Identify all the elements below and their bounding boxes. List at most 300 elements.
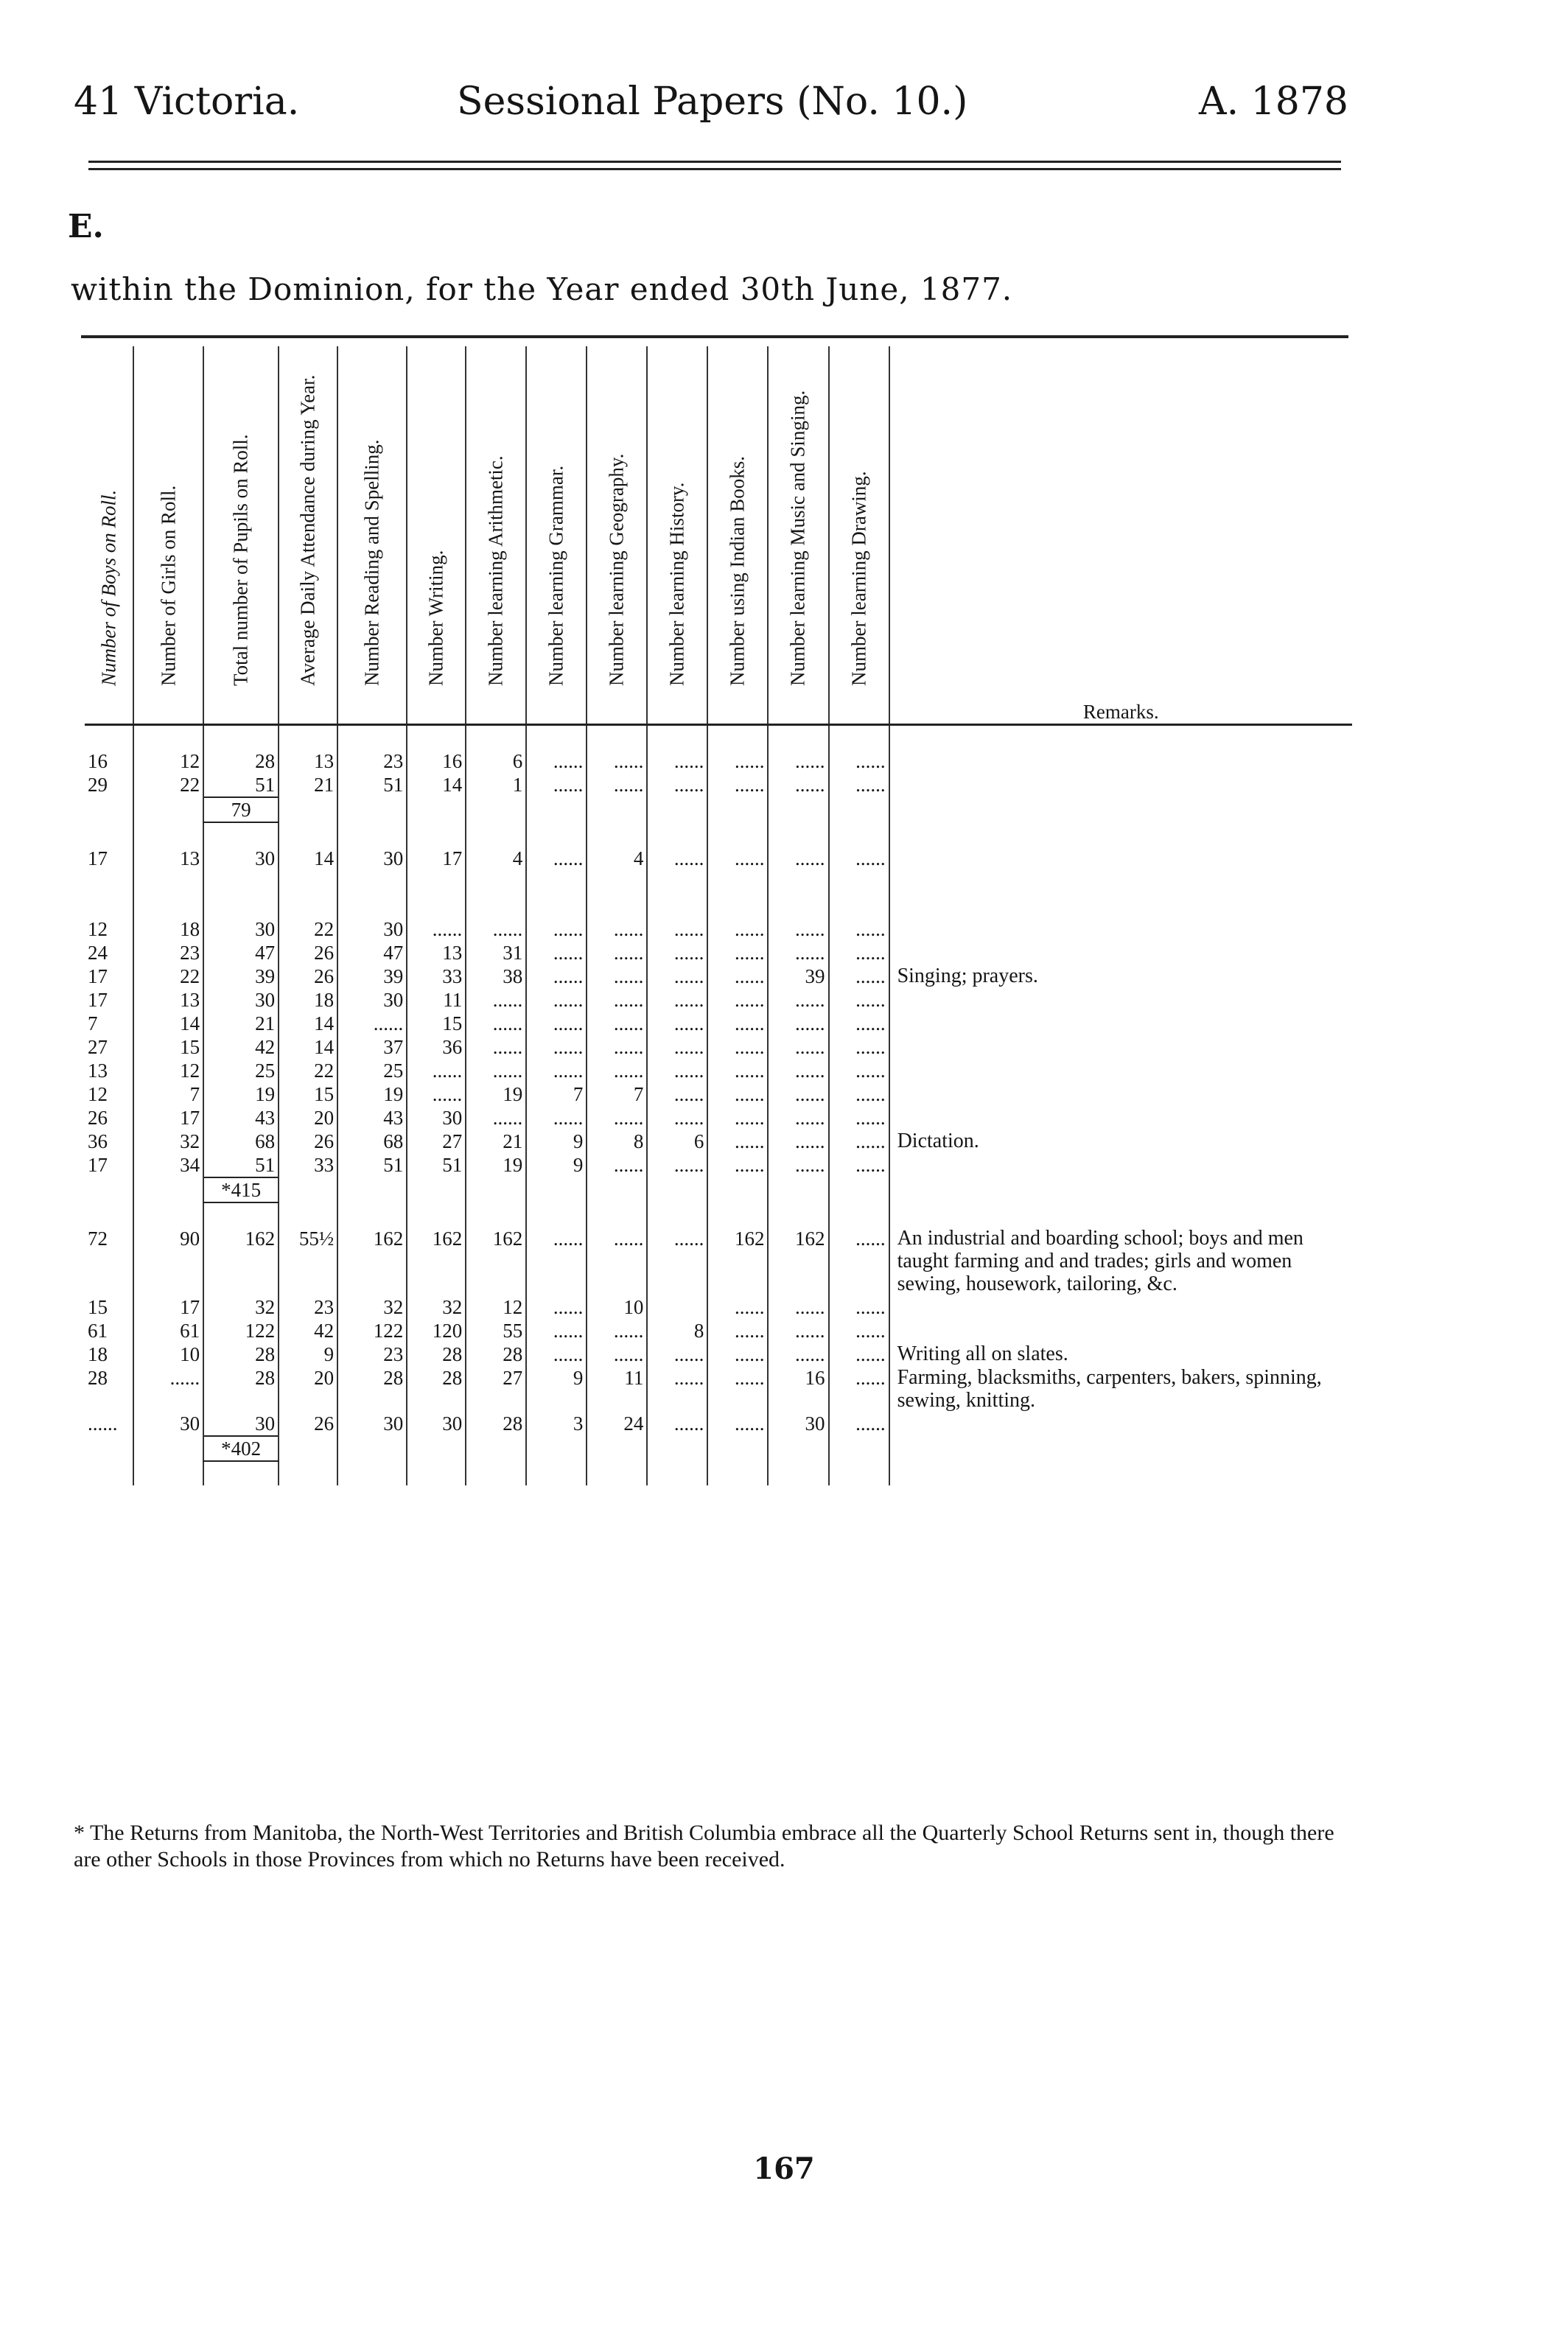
- table-cell: ......: [768, 749, 828, 773]
- empty-cell: [526, 1461, 587, 1485]
- table-cell: ......: [466, 917, 526, 941]
- table-cell: ......: [647, 988, 707, 1012]
- table-cell: 30: [133, 1412, 203, 1436]
- table-cell: ......: [647, 1012, 707, 1035]
- column-header: [707, 346, 768, 725]
- empty-cell: [85, 1177, 133, 1202]
- empty-cell: [889, 797, 1352, 822]
- table-cell: ......: [526, 1319, 587, 1342]
- table-cell: 20: [279, 1106, 337, 1130]
- table-row: [85, 1412, 1352, 1436]
- table-cell: 55½: [279, 1227, 337, 1295]
- table-cell: ......: [707, 847, 768, 870]
- table-cell: 11: [587, 1366, 647, 1412]
- table-cell: 162: [203, 1227, 279, 1295]
- table-cell: 22: [133, 964, 203, 988]
- empty-cell: [133, 870, 203, 894]
- empty-cell: [647, 1461, 707, 1485]
- empty-cell: [85, 822, 133, 847]
- empty-cell: [133, 1436, 203, 1461]
- table-cell: 7: [133, 1082, 203, 1106]
- empty-cell: [337, 1461, 407, 1485]
- table-cell: ......: [707, 1082, 768, 1106]
- table-row: [85, 1106, 1352, 1130]
- spacer-row: [85, 894, 1352, 917]
- empty-cell: [587, 1177, 647, 1202]
- table-cell: ......: [526, 847, 587, 870]
- column-header: [647, 346, 707, 725]
- table-cell: 22: [133, 773, 203, 797]
- table-cell: 30: [407, 1412, 466, 1436]
- table-cell: 28: [337, 1366, 407, 1412]
- remarks-cell: [889, 847, 1352, 870]
- table-cell: 6: [466, 749, 526, 773]
- table-row: [85, 1012, 1352, 1035]
- empty-cell: [466, 725, 526, 750]
- table-cell: 4: [466, 847, 526, 870]
- header-rule-top: [88, 161, 1341, 163]
- table-cell: ......: [768, 1082, 828, 1106]
- column-header: [133, 346, 203, 725]
- table-cell: 32: [203, 1295, 279, 1319]
- header-right: A. 1878: [1199, 80, 1348, 124]
- empty-cell: [279, 894, 337, 917]
- table-cell: 22: [279, 917, 337, 941]
- header-rule-bottom: [88, 168, 1341, 170]
- empty-cell: [526, 725, 587, 750]
- table-cell: ......: [647, 1106, 707, 1130]
- table-cell: 19: [466, 1153, 526, 1177]
- table-cell: [647, 1295, 707, 1319]
- empty-cell: [889, 1177, 1352, 1202]
- table-cell: 12: [88, 1083, 108, 1105]
- empty-cell: [587, 725, 647, 750]
- table-cell: ......: [829, 1059, 889, 1082]
- column-header: [203, 346, 279, 725]
- table-cell: 30: [203, 1412, 279, 1436]
- empty-cell: [768, 797, 828, 822]
- table-cell: 51: [407, 1153, 466, 1177]
- table-cell: ......: [647, 749, 707, 773]
- table-cell: ......: [647, 773, 707, 797]
- empty-cell: [889, 870, 1352, 894]
- table-cell: ......: [337, 1012, 407, 1035]
- table-cell: ......: [526, 1227, 587, 1295]
- table-cell: ......: [647, 964, 707, 988]
- empty-cell: [203, 1461, 279, 1485]
- empty-cell: [768, 894, 828, 917]
- table-cell: ......: [587, 917, 647, 941]
- table-cell: 12: [88, 918, 108, 940]
- table-cell: ......: [647, 847, 707, 870]
- empty-cell: [526, 1202, 587, 1227]
- table-cell: 17: [88, 989, 108, 1011]
- table-cell: 19: [466, 1082, 526, 1106]
- table-cell: 9: [526, 1130, 587, 1153]
- table-cell: 17: [133, 1106, 203, 1130]
- table-cell: ......: [707, 749, 768, 773]
- table-cell: 23: [279, 1295, 337, 1319]
- total-row: [85, 1436, 1352, 1461]
- empty-cell: [85, 1461, 133, 1485]
- table-cell: 18: [88, 1343, 108, 1365]
- table-cell: ......: [587, 1012, 647, 1035]
- empty-cell: [407, 1202, 466, 1227]
- table-row: [85, 1366, 1352, 1412]
- table-cell: ......: [829, 1153, 889, 1177]
- table-cell: 10: [587, 1295, 647, 1319]
- empty-cell: [889, 725, 1352, 750]
- table-cell: ......: [587, 1319, 647, 1342]
- table-cell: 1: [466, 773, 526, 797]
- table-cell: ......: [768, 1153, 828, 1177]
- table-cell: ......: [707, 1130, 768, 1153]
- column-header: Remarks.: [889, 346, 1352, 725]
- table-cell: 18: [133, 917, 203, 941]
- empty-cell: [466, 1436, 526, 1461]
- table-cell: ......: [768, 988, 828, 1012]
- table-cell: 24: [88, 942, 108, 964]
- table-row: [85, 1130, 1352, 1153]
- table-cell: 18: [279, 988, 337, 1012]
- table-cell: 120: [407, 1319, 466, 1342]
- empty-cell: [466, 822, 526, 847]
- table-cell: 30: [203, 847, 279, 870]
- table-cell: 55: [466, 1319, 526, 1342]
- table-cell: ......: [768, 847, 828, 870]
- table-cell: 162: [337, 1227, 407, 1295]
- empty-cell: [85, 797, 133, 822]
- table-cell: ......: [768, 1319, 828, 1342]
- empty-cell: [647, 870, 707, 894]
- spacer-row: [85, 725, 1352, 750]
- table-cell: 9: [526, 1366, 587, 1412]
- column-header-label: Number of Boys on Roll.: [97, 489, 120, 686]
- empty-cell: [203, 894, 279, 917]
- empty-cell: [829, 1177, 889, 1202]
- empty-cell: [707, 1202, 768, 1227]
- table-cell: 38: [466, 964, 526, 988]
- table-cell: 28: [466, 1342, 526, 1366]
- table-cell: 29: [88, 774, 108, 796]
- remarks-cell: [889, 749, 1352, 773]
- table-cell: 37: [337, 1035, 407, 1059]
- table-cell: 30: [337, 1412, 407, 1436]
- table-cell: ......: [526, 964, 587, 988]
- table-cell: 51: [203, 1153, 279, 1177]
- footnote: * The Returns from Manitoba, the North-West Territories and British Columbia embrace all the Quarterly School Returns sent in, though there are other Schools in those Provinces from which no Returns have been received.: [74, 1821, 1334, 1871]
- remarks-cell: [889, 1012, 1352, 1035]
- table-cell: ......: [647, 1342, 707, 1366]
- table-cell: ......: [526, 917, 587, 941]
- table-cell: ......: [768, 1295, 828, 1319]
- table-cell: 30: [768, 1412, 828, 1436]
- table-cell: 72: [88, 1228, 108, 1250]
- table-cell: 17: [88, 847, 108, 869]
- table-cell: ......: [829, 1082, 889, 1106]
- table-cell: ......: [587, 1035, 647, 1059]
- table-cell: ......: [707, 773, 768, 797]
- column-header-row: [85, 346, 1352, 725]
- empty-cell: [829, 797, 889, 822]
- total-row: [85, 797, 1352, 822]
- table-cell: 31: [466, 941, 526, 964]
- table-cell: ......: [768, 917, 828, 941]
- table-cell: ......: [768, 941, 828, 964]
- section-letter: E.: [68, 208, 104, 245]
- table-cell: ......: [526, 1035, 587, 1059]
- table-cell: 19: [203, 1082, 279, 1106]
- table-cell: ......: [647, 1366, 707, 1412]
- empty-cell: [337, 894, 407, 917]
- table-cell: 21: [466, 1130, 526, 1153]
- table-cell: 15: [279, 1082, 337, 1106]
- table-cell: 32: [407, 1295, 466, 1319]
- empty-cell: [829, 1461, 889, 1485]
- table-cell: ......: [587, 941, 647, 964]
- table-cell: 68: [203, 1130, 279, 1153]
- table-cell: ......: [707, 1035, 768, 1059]
- table-cell: ......: [526, 1342, 587, 1366]
- table-cell: ......: [587, 1059, 647, 1082]
- table-cell: 28: [203, 749, 279, 773]
- empty-cell: [407, 870, 466, 894]
- empty-cell: [133, 822, 203, 847]
- table-cell: 14: [279, 847, 337, 870]
- table-cell: 7: [587, 1082, 647, 1106]
- column-header: [407, 346, 466, 725]
- table-cell: 28: [407, 1366, 466, 1412]
- empty-cell: [133, 1461, 203, 1485]
- empty-cell: [466, 1177, 526, 1202]
- table-cell: 13: [133, 988, 203, 1012]
- empty-cell: [203, 1202, 279, 1227]
- column-header: [768, 346, 828, 725]
- empty-cell: [466, 870, 526, 894]
- table-cell: 23: [133, 941, 203, 964]
- remarks-cell: [889, 1295, 1352, 1319]
- column-header-label: Number using Indian Books.: [726, 456, 749, 686]
- empty-cell: [587, 822, 647, 847]
- remarks-cell: [889, 941, 1352, 964]
- table-cell: ......: [466, 1012, 526, 1035]
- empty-cell: [829, 725, 889, 750]
- remarks-cell: [889, 1082, 1352, 1106]
- empty-cell: [829, 870, 889, 894]
- table-cell: 47: [337, 941, 407, 964]
- empty-cell: [133, 797, 203, 822]
- table-cell: 162: [707, 1227, 768, 1295]
- table-cell: 21: [279, 773, 337, 797]
- table-cell: 8: [647, 1319, 707, 1342]
- table-cell: 33: [407, 964, 466, 988]
- empty-cell: [203, 725, 279, 750]
- remarks-cell: Singing; prayers.: [889, 964, 1352, 988]
- table-cell: ......: [466, 988, 526, 1012]
- table-top-rule: [81, 335, 1348, 338]
- empty-cell: [526, 870, 587, 894]
- table-cell: 13: [279, 749, 337, 773]
- remarks-cell: [889, 917, 1352, 941]
- table-cell: 26: [279, 1130, 337, 1153]
- table-cell: 14: [133, 1012, 203, 1035]
- table-cell: 34: [133, 1153, 203, 1177]
- table-cell: 16: [407, 749, 466, 773]
- table-cell: 16: [768, 1366, 828, 1412]
- table-cell: 30: [337, 847, 407, 870]
- table-cell: ......: [707, 988, 768, 1012]
- remarks-cell: [889, 1106, 1352, 1130]
- table-cell: 27: [407, 1130, 466, 1153]
- table-cell: 51: [337, 1153, 407, 1177]
- table-cell: 19: [337, 1082, 407, 1106]
- empty-cell: [407, 1461, 466, 1485]
- table-cell: 122: [337, 1319, 407, 1342]
- empty-cell: [889, 894, 1352, 917]
- empty-cell: [647, 894, 707, 917]
- empty-cell: [587, 1202, 647, 1227]
- table-cell: 162: [466, 1227, 526, 1295]
- table-cell: ......: [587, 773, 647, 797]
- table-cell: 39: [337, 964, 407, 988]
- table-cell: 39: [768, 964, 828, 988]
- table-cell: ......: [829, 941, 889, 964]
- empty-cell: [337, 725, 407, 750]
- table-cell: 36: [88, 1130, 108, 1152]
- table-cell: ......: [829, 1130, 889, 1153]
- empty-cell: [279, 822, 337, 847]
- column-header-label: Number of Girls on Roll.: [157, 485, 180, 686]
- table-row: [85, 917, 1352, 941]
- table-cell: ......: [647, 1227, 707, 1295]
- table-cell: ......: [587, 1227, 647, 1295]
- empty-cell: [707, 894, 768, 917]
- table-cell: 22: [279, 1059, 337, 1082]
- table-cell: ......: [768, 1106, 828, 1130]
- table-cell: ......: [829, 917, 889, 941]
- table-row: [85, 749, 1352, 773]
- empty-cell: [768, 725, 828, 750]
- remarks-cell: An industrial and boarding school; boys and men taught farming and and trades; girls and women sewing, housework, tailoring, &c.: [889, 1227, 1352, 1295]
- empty-cell: [337, 822, 407, 847]
- empty-cell: [407, 894, 466, 917]
- empty-cell: [279, 1177, 337, 1202]
- table-cell: ......: [707, 941, 768, 964]
- remarks-cell: [889, 1035, 1352, 1059]
- table-cell: 10: [133, 1342, 203, 1366]
- table-cell: ......: [707, 1412, 768, 1436]
- table-cell: 26: [279, 941, 337, 964]
- column-header-label: Number learning Music and Singing.: [786, 390, 809, 686]
- total-cell: *415: [203, 1177, 279, 1202]
- column-header: [587, 346, 647, 725]
- table-cell: ......: [829, 1295, 889, 1319]
- column-header: [279, 346, 337, 725]
- table-cell: 162: [407, 1227, 466, 1295]
- table-cell: 16: [88, 750, 108, 772]
- table-cell: 27: [88, 1036, 108, 1058]
- table-cell: ......: [526, 773, 587, 797]
- empty-cell: [707, 870, 768, 894]
- table-cell: 51: [203, 773, 279, 797]
- column-header: [85, 346, 133, 725]
- table-cell: 26: [88, 1107, 108, 1129]
- table-cell: 28: [203, 1366, 279, 1412]
- table-cell: 17: [133, 1295, 203, 1319]
- table-cell: ......: [768, 1012, 828, 1035]
- table-cell: 25: [203, 1059, 279, 1082]
- empty-cell: [768, 870, 828, 894]
- table-cell: ......: [829, 988, 889, 1012]
- table-row: [85, 941, 1352, 964]
- empty-cell: [337, 870, 407, 894]
- table-cell: ......: [88, 1412, 118, 1435]
- table-cell: 14: [407, 773, 466, 797]
- table-cell: ......: [829, 1106, 889, 1130]
- table-cell: ......: [466, 1035, 526, 1059]
- table-subtitle: within the Dominion, for the Year ended 30th June, 1877.: [71, 271, 1013, 307]
- remarks-cell: [889, 1412, 1352, 1436]
- table-cell: 4: [587, 847, 647, 870]
- column-header-label: Number Reading and Spelling.: [360, 439, 383, 686]
- empty-cell: [768, 822, 828, 847]
- table-cell: 17: [407, 847, 466, 870]
- column-header-label: Number learning Geography.: [605, 453, 628, 686]
- table-cell: 27: [466, 1366, 526, 1412]
- table-cell: 28: [88, 1367, 108, 1389]
- table-cell: 3: [526, 1412, 587, 1436]
- remarks-cell: [889, 1153, 1352, 1177]
- empty-cell: [337, 1177, 407, 1202]
- table-row: [85, 1153, 1352, 1177]
- empty-cell: [707, 822, 768, 847]
- remarks-cell: [889, 1059, 1352, 1082]
- table-cell: ......: [526, 1059, 587, 1082]
- table-cell: ......: [466, 1059, 526, 1082]
- table-cell: 42: [279, 1319, 337, 1342]
- empty-cell: [279, 870, 337, 894]
- empty-cell: [526, 822, 587, 847]
- table-cell: 28: [203, 1342, 279, 1366]
- empty-cell: [587, 894, 647, 917]
- column-header-label: Number learning Drawing.: [847, 471, 870, 686]
- table-cell: 61: [88, 1320, 108, 1342]
- column-header: [526, 346, 587, 725]
- empty-cell: [407, 725, 466, 750]
- empty-cell: [526, 1436, 587, 1461]
- header-center: Sessional Papers (No. 10.): [457, 80, 968, 124]
- spacer-row: [85, 1202, 1352, 1227]
- empty-cell: [889, 822, 1352, 847]
- table-cell: 33: [279, 1153, 337, 1177]
- table-cell: 162: [768, 1227, 828, 1295]
- empty-cell: [407, 797, 466, 822]
- table-cell: ......: [707, 1059, 768, 1082]
- empty-cell: [466, 1202, 526, 1227]
- table-cell: ......: [407, 1082, 466, 1106]
- table-cell: ......: [587, 988, 647, 1012]
- table-row: [85, 1295, 1352, 1319]
- empty-cell: [85, 1202, 133, 1227]
- table-cell: ......: [466, 1106, 526, 1130]
- empty-cell: [587, 870, 647, 894]
- table-cell: ......: [407, 917, 466, 941]
- empty-cell: [133, 1177, 203, 1202]
- empty-cell: [647, 1202, 707, 1227]
- empty-cell: [466, 1461, 526, 1485]
- table-cell: ......: [707, 1342, 768, 1366]
- table-row: [85, 773, 1352, 797]
